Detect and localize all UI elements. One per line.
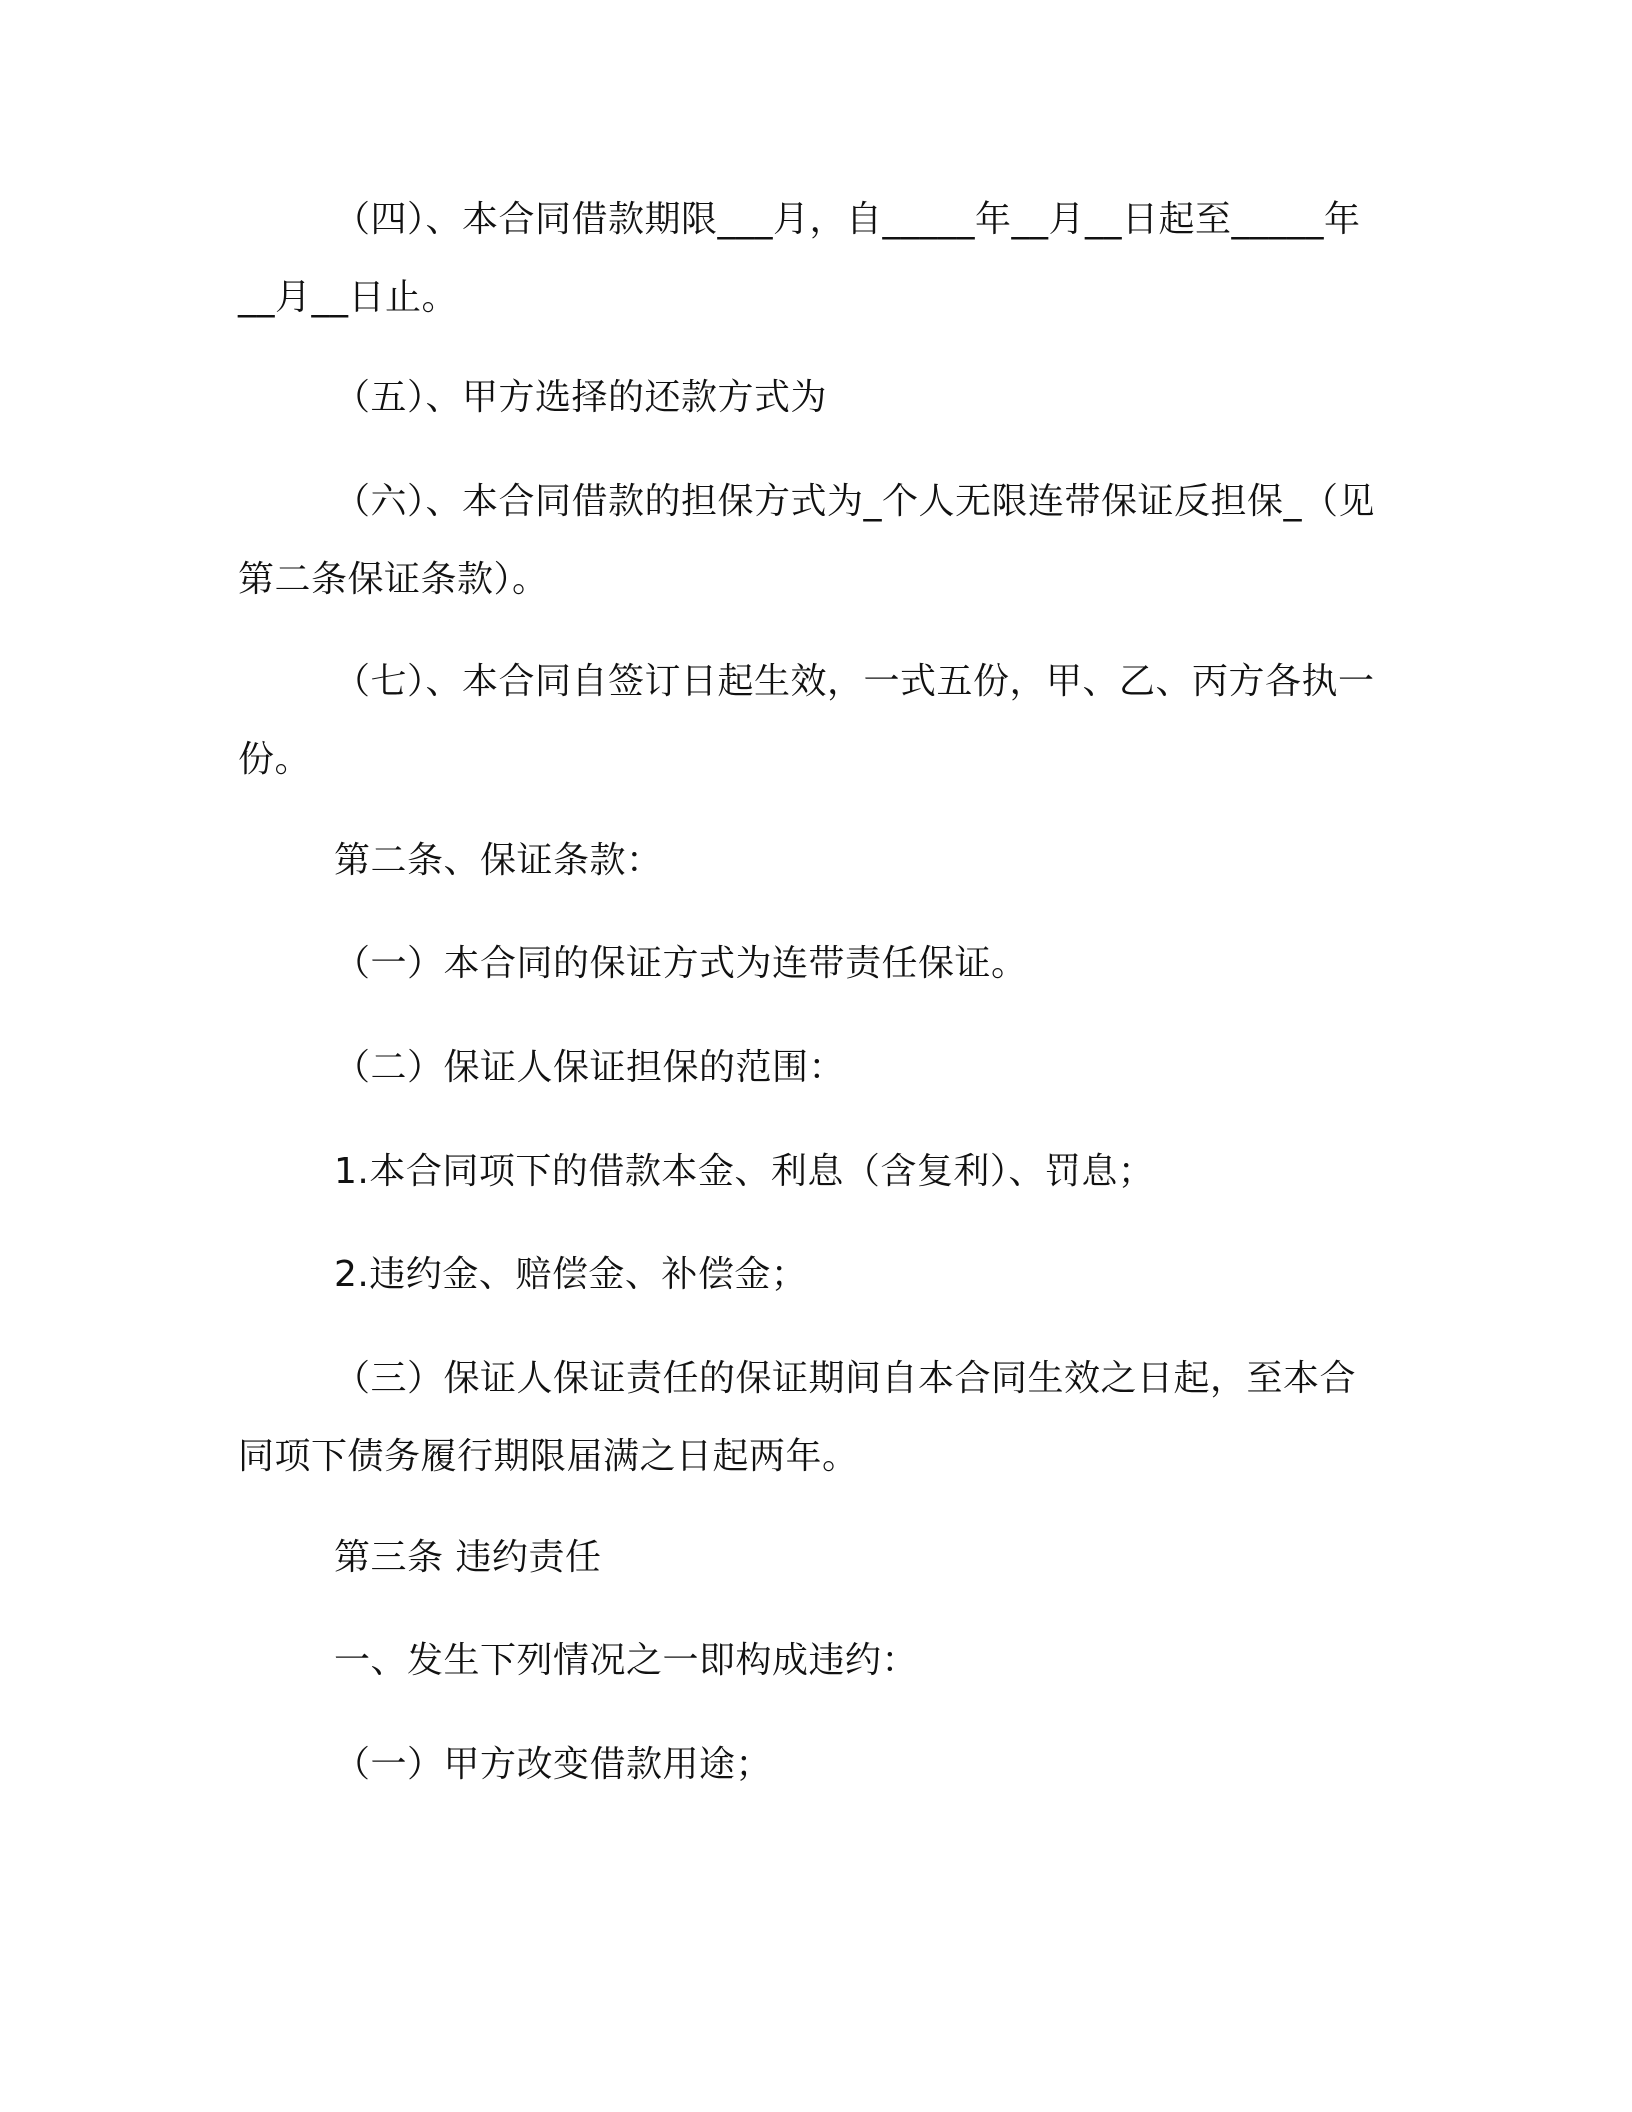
heading-article-three: 第三条 违约责任 <box>334 1537 602 1578</box>
list-item-damages: 2.违约金、赔偿金、补偿金； <box>334 1254 808 1295</box>
paragraph-guarantee-period: （三）保证人保证责任的保证期间自本合同生效之日起，至本合同项下债务履行期限届满之日起两年。 <box>238 1358 1357 1477</box>
paragraph-guarantee-method: （六）、本合同借款的担保方式为_个人无限连带保证反担保_（见第二条保证条款）。 <box>238 481 1376 600</box>
heading-article-two: 第二条、保证条款： <box>334 840 663 881</box>
paragraph-repayment-method: （五）、甲方选择的还款方式为 <box>334 377 828 418</box>
list-item-principal-interest: 1.本合同项下的借款本金、利息（含复利）、罚息； <box>334 1151 1155 1192</box>
list-item-loan-purpose-change: （一）甲方改变借款用途； <box>334 1744 773 1785</box>
paragraph-loan-term: （四）、本合同借款期限___月，自_____年__月__日起至_____年__月__日止。 <box>238 199 1361 318</box>
paragraph-breach-conditions: 一、发生下列情况之一即构成违约： <box>334 1640 919 1681</box>
paragraph-effective-date: （七）、本合同自签订日起生效，一式五份，甲、乙、丙方各执一份。 <box>238 661 1375 780</box>
paragraph-guarantee-scope: （二）保证人保证担保的范围： <box>334 1047 846 1088</box>
paragraph-guarantee-type: （一）本合同的保证方式为连带责任保证。 <box>334 943 1028 984</box>
